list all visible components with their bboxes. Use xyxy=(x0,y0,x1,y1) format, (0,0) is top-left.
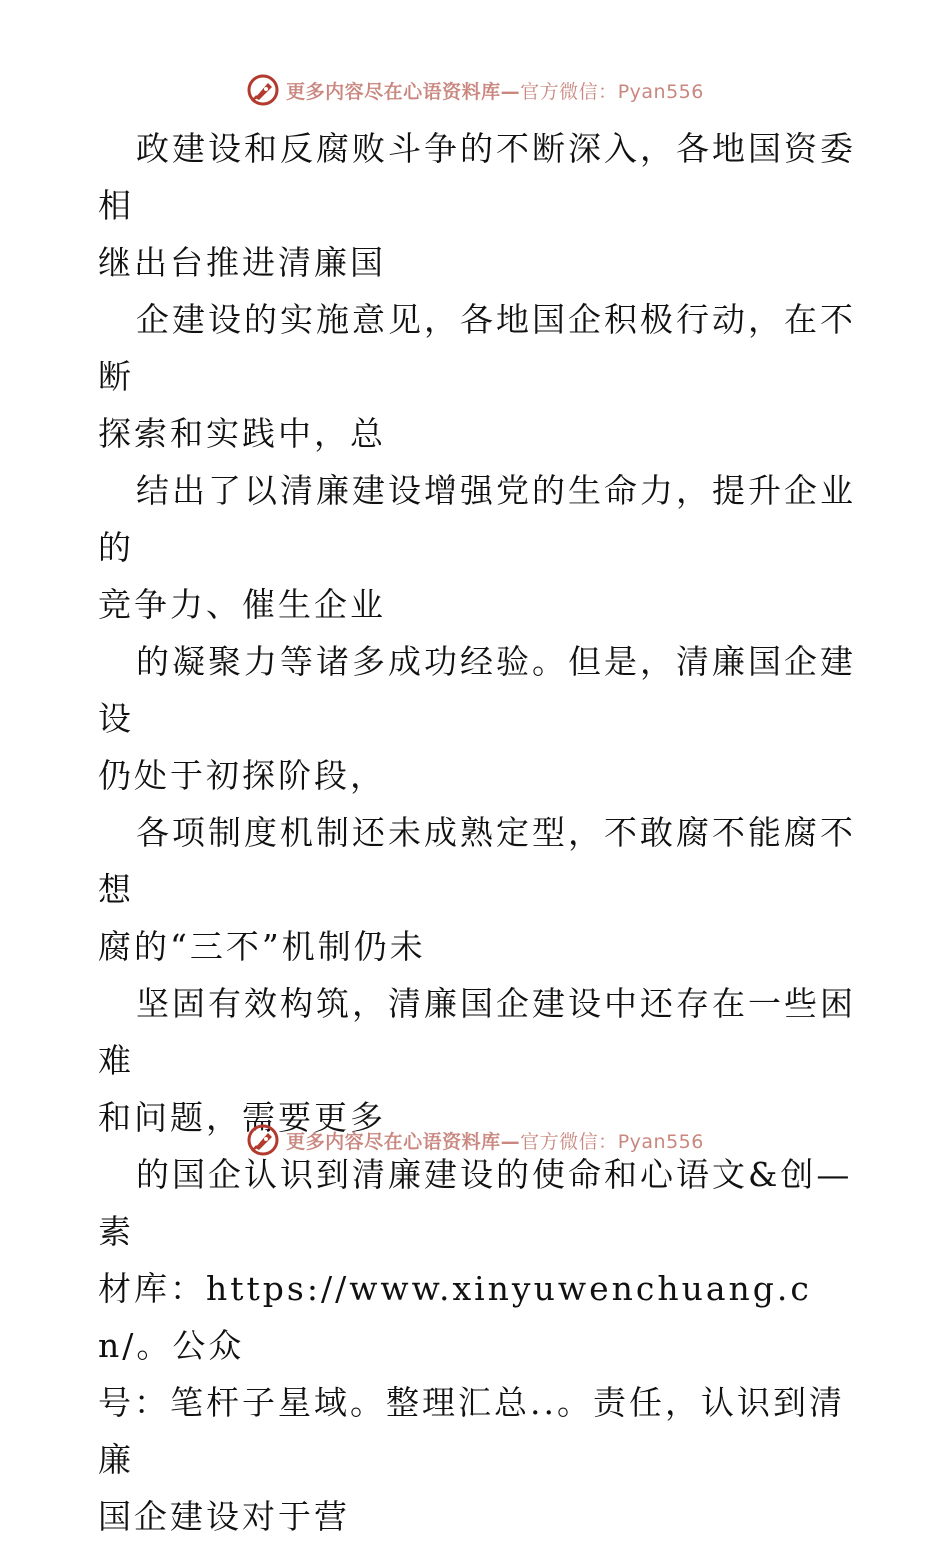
banner-separator: — xyxy=(500,80,521,103)
paragraph-3 xyxy=(98,462,858,633)
banner-wechat-id: Pyan556 xyxy=(617,1130,704,1153)
paragraph-7-line-1: 的国企认识到清廉建设的使命和心语文&创—素 xyxy=(98,1155,853,1251)
banner-wechat-label: 官方微信： xyxy=(520,80,618,103)
banner-wechat-id: Pyan556 xyxy=(617,80,704,103)
banner-slogan: 更多内容尽在心语资料库 xyxy=(286,80,501,103)
document-body xyxy=(98,120,858,1545)
paragraph-2 xyxy=(98,291,858,462)
header-banner xyxy=(0,70,950,110)
pen-nib-logo-icon xyxy=(246,1123,280,1157)
paragraph-1 xyxy=(98,120,858,291)
footer-banner xyxy=(0,1120,950,1160)
paragraph-5-line-1: 各项制度机制还未成熟定型，不敢腐不能腐不想 xyxy=(98,813,856,909)
banner-slogan: 更多内容尽在心语资料库 xyxy=(286,1130,501,1153)
footer-banner-text xyxy=(286,1127,704,1154)
paragraph-5 xyxy=(98,804,858,975)
paragraph-1-line-2: 继出台推进清廉国 xyxy=(98,243,386,282)
paragraph-2-line-1: 企建设的实施意见，各地国企积极行动，在不断 xyxy=(98,300,856,396)
pen-nib-logo-icon xyxy=(246,73,280,107)
paragraph-6-line-2: 和问题，需要更多 xyxy=(98,1098,386,1137)
paragraph-4-line-2: 仍处于初探阶段， xyxy=(98,756,386,795)
paragraph-4-line-1: 的凝聚力等诸多成功经验。但是，清廉国企建设 xyxy=(98,642,856,738)
paragraph-7-line-2: 材库：https://www.xinyuwenchuang.cn/。公众 xyxy=(98,1269,812,1365)
paragraph-1-line-1: 政建设和反腐败斗争的不断深入，各地国资委相 xyxy=(98,129,856,225)
paragraph-6-line-1: 坚固有效构筑，清廉国企建设中还存在一些困难 xyxy=(98,984,856,1080)
paragraph-3-line-1: 结出了以清廉建设增强党的生命力，提升企业的 xyxy=(98,471,856,567)
header-banner-text xyxy=(286,77,704,104)
paragraph-7-line-4: 国企建设对于营 xyxy=(98,1497,350,1536)
paragraph-7-line-3: 号：笔杆子星域。整理汇总..。责任，认识到清廉 xyxy=(98,1383,845,1479)
paragraph-2-line-2: 探索和实践中，总 xyxy=(98,414,386,453)
banner-wechat-label: 官方微信： xyxy=(520,1130,618,1153)
paragraph-5-line-2: 腐的“三不”机制仍未 xyxy=(98,927,426,966)
paragraph-7 xyxy=(98,1146,858,1545)
paragraph-3-line-2: 竞争力、催生企业 xyxy=(98,585,386,624)
paragraph-4 xyxy=(98,633,858,804)
banner-separator: — xyxy=(500,1130,521,1153)
